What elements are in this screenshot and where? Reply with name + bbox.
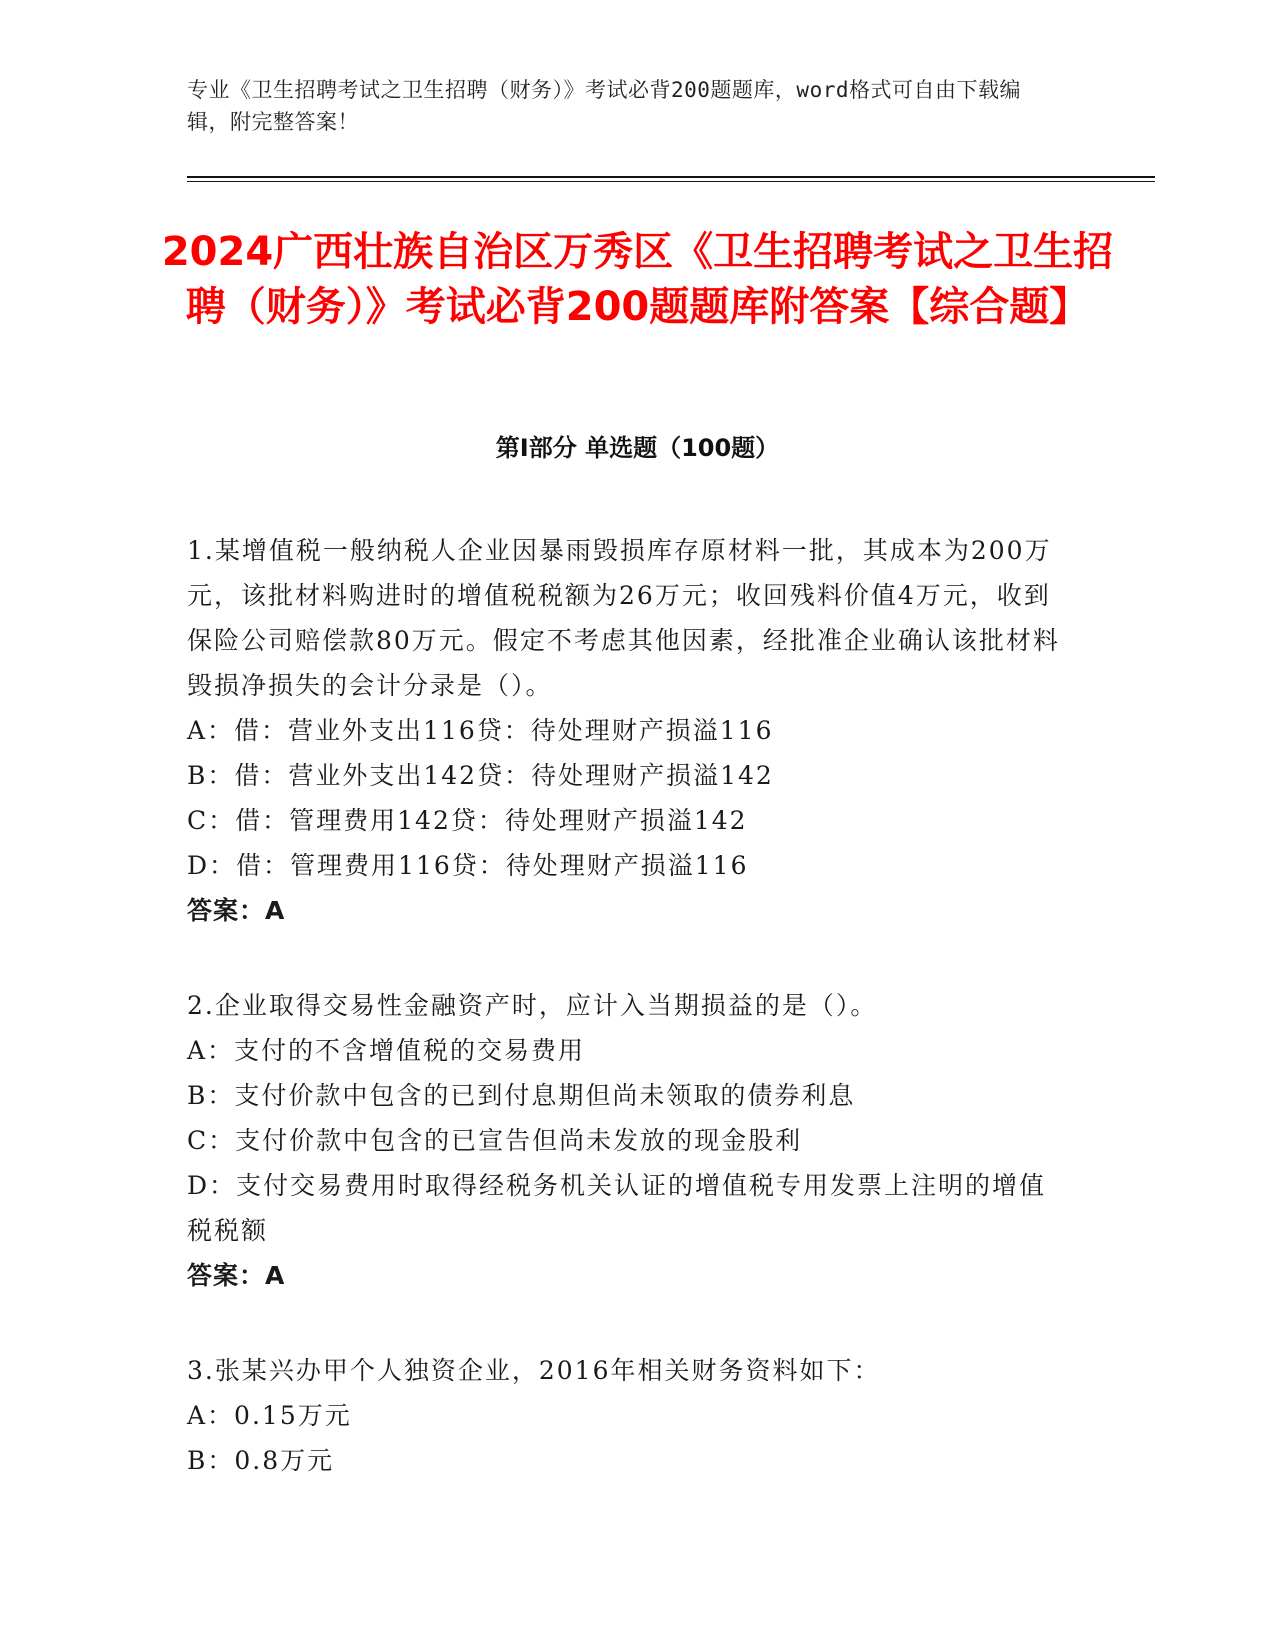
question-option: B：借：营业外支出142贷：待处理财产损溢142 <box>187 761 774 790</box>
question-option: A：0.15万元 <box>187 1401 352 1430</box>
question-stem: 3.张某兴办甲个人独资企业，2016年相关财务资料如下： <box>187 1356 881 1385</box>
question-item <box>187 983 1067 1298</box>
question-stem: 1.某增值税一般纳税人企业因暴雨毁损库存原材料一批，其成本为200万元，该批材料购进时的增值税税额为26万元；收回残料价值4万元，收到保险公司赔偿款80万元。假定不考虑其他因素，经批准企业确认该批材料毁损净损失的会计分录是（）。 <box>187 536 1060 700</box>
header-note: 专业《卫生招聘考试之卫生招聘（财务）》考试必背200题题库，word格式可自由下载编辑，附完整答案！ <box>187 78 1021 134</box>
question-option: B：0.8万元 <box>187 1446 335 1475</box>
header-divider-thin <box>187 181 1155 182</box>
section-heading: 第Ⅰ部分 单选题（100题） <box>495 434 780 462</box>
question-option: A：支付的不含增值税的交易费用 <box>187 1036 586 1065</box>
question-stem: 2.企业取得交易性金融资产时，应计入当期损益的是（）。 <box>187 991 878 1020</box>
question-list <box>187 528 1067 1533</box>
question-option: A：借：营业外支出116贷：待处理财产损溢116 <box>187 716 774 745</box>
question-option: C：支付价款中包含的已宣告但尚未发放的现金股利 <box>187 1126 803 1155</box>
question-answer: 答案：A <box>187 1261 286 1290</box>
question-option: B：支付价款中包含的已到付息期但尚未领取的债券利息 <box>187 1081 856 1110</box>
question-option: C：借：管理费用142贷：待处理财产损溢142 <box>187 806 748 835</box>
question-option: D：支付交易费用时取得经税务机关认证的增值税专用发票上注明的增值税税额 <box>187 1171 1047 1245</box>
question-option: D：借：管理费用116贷：待处理财产损溢116 <box>187 851 749 880</box>
question-answer: 答案：A <box>187 896 286 925</box>
question-item <box>187 1348 1067 1483</box>
document-title: 2024广西壮族自治区万秀区《卫生招聘考试之卫生招聘（财务）》考试必背200题题库附答案【综合题】 <box>161 229 1114 330</box>
header-divider-thick <box>187 176 1155 178</box>
question-item <box>187 528 1067 933</box>
